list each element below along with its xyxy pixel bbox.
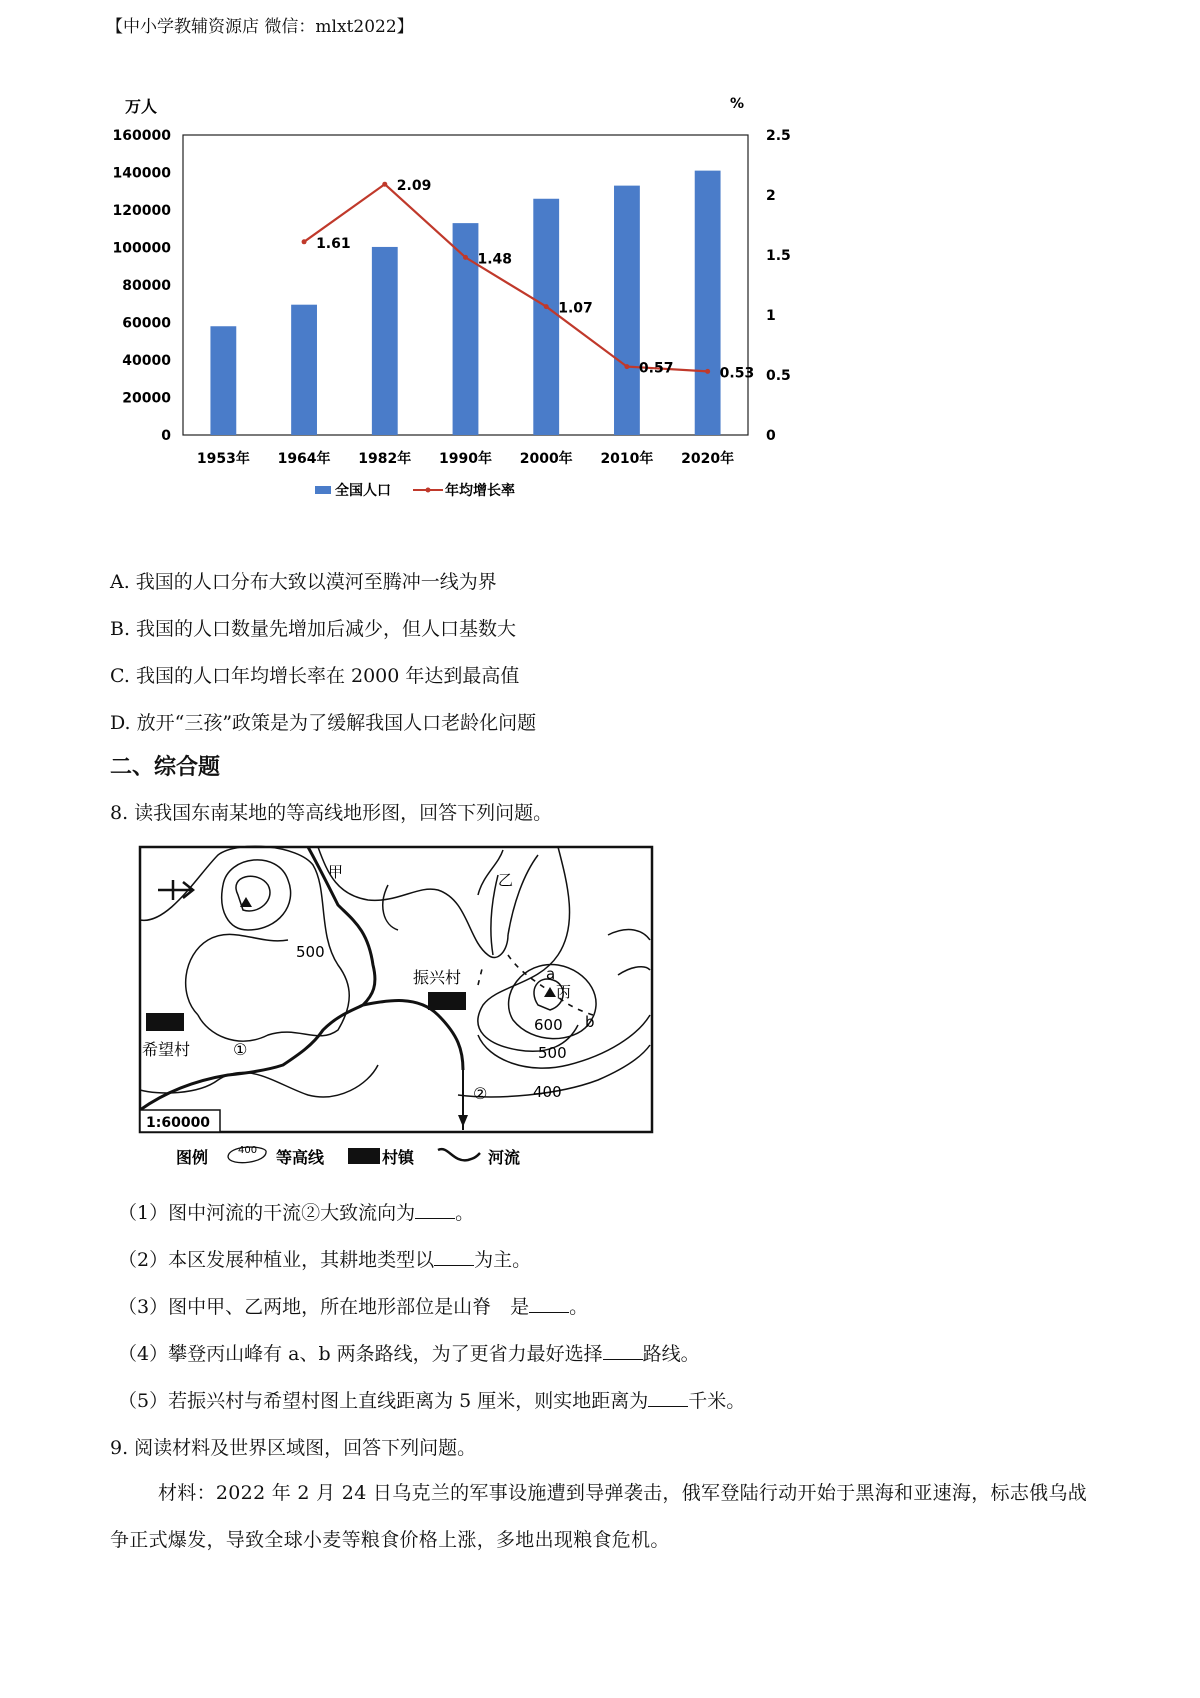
growth-rate-data-label: 1.48 [477, 251, 513, 268]
contour-label-500-a: 500 [296, 943, 325, 961]
bars [210, 171, 720, 435]
x-tick-label: 2020年 [681, 451, 735, 467]
population-bar [291, 305, 317, 435]
legend-label-population: 全国人口 [335, 483, 391, 499]
map-legend-title: 图例 [176, 1148, 209, 1167]
x-tick-label: 2010年 [600, 451, 654, 467]
y-ticks-right [766, 128, 791, 444]
growth-rate-point [382, 182, 387, 187]
y-tick-left-label: 80000 [122, 278, 171, 294]
y-tick-right-label: 1 [766, 308, 776, 324]
section-title: 二、综合题 [110, 755, 221, 780]
legend-label-rate: 年均增长率 [445, 483, 515, 499]
population-bar [533, 199, 559, 435]
label-yi: 乙 [498, 871, 514, 889]
growth-rate-data-label: 1.07 [558, 300, 593, 317]
population-bar [372, 247, 398, 435]
contour-label-400: 400 [533, 1083, 562, 1101]
y-tick-left-label: 20000 [122, 390, 171, 407]
question-9-stem: 9. 阅读材料及世界区域图，回答下列问题。 [110, 1437, 477, 1459]
map-legend-contour: 等高线 [276, 1148, 325, 1167]
y-tick-right-label: 2.5 [766, 128, 791, 144]
y-ticks-left [113, 128, 172, 444]
x-ticks [197, 450, 734, 467]
map-frame [140, 847, 652, 1132]
question-8-sub-1: （1）图中河流的干流②大致流向为 。 [118, 1202, 475, 1224]
answer-blank[interactable] [434, 1247, 474, 1266]
answer-blank[interactable] [415, 1200, 455, 1219]
growth-rate-line [304, 184, 708, 371]
village-legend-icon [348, 1148, 380, 1164]
river-label-1: ① [233, 1040, 248, 1059]
y-tick-left-label: 160000 [112, 128, 171, 144]
scale-label: 1:60000 [146, 1115, 211, 1131]
option-a: A. 我国的人口分布大致以漠河至腾冲一线为界 [110, 571, 497, 593]
map-legend-river: 河流 [488, 1148, 521, 1167]
question-8-stem: 8. 读我国东南某地的等高线地形图，回答下列问题。 [110, 802, 553, 824]
river-legend-icon [438, 1149, 480, 1160]
header-note: 【中小学教辅资源店 微信：mlxt2022】 [106, 17, 414, 37]
legend [315, 482, 515, 499]
map-legend-village: 村镇 [382, 1148, 415, 1167]
contour-map [138, 845, 668, 1175]
growth-rate-point [544, 304, 549, 309]
contour-label-500-b: 500 [538, 1044, 567, 1062]
y-tick-left-label: 0 [161, 428, 171, 444]
option-d: D. 放开“三孩”政策是为了缓解我国人口老龄化问题 [110, 712, 537, 734]
map-legend [176, 1145, 520, 1167]
y-tick-right-label: 0 [766, 428, 776, 444]
label-xiwang-village: 希望村 [142, 1040, 191, 1059]
label-zhenxing-village: 振兴村 [413, 968, 462, 987]
river-label-2: ② [473, 1084, 488, 1103]
route-label-b: b [585, 1013, 595, 1031]
y-axis-left-label: 万人 [125, 97, 158, 116]
y-tick-right-label: 2 [766, 188, 776, 204]
growth-rate-data-label: 0.57 [638, 360, 674, 377]
y-tick-left-label: 40000 [122, 353, 171, 369]
x-tick-label: 1953年 [196, 451, 250, 467]
population-bar [210, 326, 236, 435]
x-tick-label: 1964年 [277, 451, 331, 467]
answer-blank[interactable] [603, 1341, 643, 1360]
map-legend-contour-sample: 400 [238, 1145, 258, 1156]
x-tick-label: 1982年 [358, 451, 412, 467]
growth-rate-data-label: 2.09 [396, 178, 432, 195]
population-chart [95, 90, 791, 510]
legend-marker-rate [426, 488, 431, 493]
question-8-sub-5: （5）若振兴村与希望村图上直线距离为 5 厘米，则实地距离为 千米。 [118, 1390, 746, 1412]
growth-rate-point [624, 364, 629, 369]
legend-swatch-population [315, 486, 331, 494]
answer-blank[interactable] [648, 1388, 688, 1407]
village-zhenxing-marker [428, 992, 466, 1010]
growth-rate-data-label: 1.61 [316, 235, 351, 252]
y-tick-right-label: 1.5 [766, 248, 791, 264]
option-b: B. 我国的人口数量先增加后减少，但人口基数大 [110, 618, 517, 640]
y-tick-left-label: 120000 [112, 203, 171, 219]
growth-rate-point [302, 239, 307, 244]
contour-label-600: 600 [534, 1016, 563, 1034]
village-xiwang-marker [146, 1013, 184, 1031]
population-bar [614, 186, 640, 435]
material-text: 材料：2022 年 2 月 24 日乌克兰的军事设施遭到导弹袭击，俄军登陆行动开始于黑海和亚速海，标志俄乌战争正式爆发，导致全球小麦等粮食价格上涨，多地出现粮食危机。 [110, 1482, 1088, 1551]
answer-blank[interactable] [529, 1294, 569, 1313]
question-8-sub-4: （4）攀登丙山峰有 a、b 两条路线，为了更省力最好选择 路线。 [118, 1343, 700, 1365]
question-8-sub-2: （2）本区发展种植业，其耕地类型以 为主。 [118, 1249, 532, 1271]
growth-rate-points [302, 182, 711, 374]
y-tick-left-label: 60000 [122, 315, 171, 332]
question-8-sub-3: （3）图中甲、乙两地，所在地形部位是山脊 是 。 [118, 1296, 589, 1318]
growth-rate-data-label: 0.53 [719, 365, 755, 382]
population-bar [695, 171, 721, 435]
label-jia: 甲 [328, 863, 344, 881]
y-tick-left-label: 140000 [112, 165, 171, 182]
y-axis-right-label: % [730, 96, 745, 112]
y-tick-right-label: 0.5 [766, 368, 791, 384]
growth-rate-point [463, 255, 468, 260]
x-tick-label: 1990年 [439, 451, 492, 467]
label-bing: 丙 [556, 983, 572, 1001]
y-tick-left-label: 100000 [112, 240, 171, 257]
growth-rate-point [705, 369, 710, 374]
route-label-a: a [546, 965, 556, 983]
x-tick-label: 2000年 [519, 451, 573, 467]
option-c: C. 我国的人口年均增长率在 2000 年达到最高值 [110, 665, 520, 687]
